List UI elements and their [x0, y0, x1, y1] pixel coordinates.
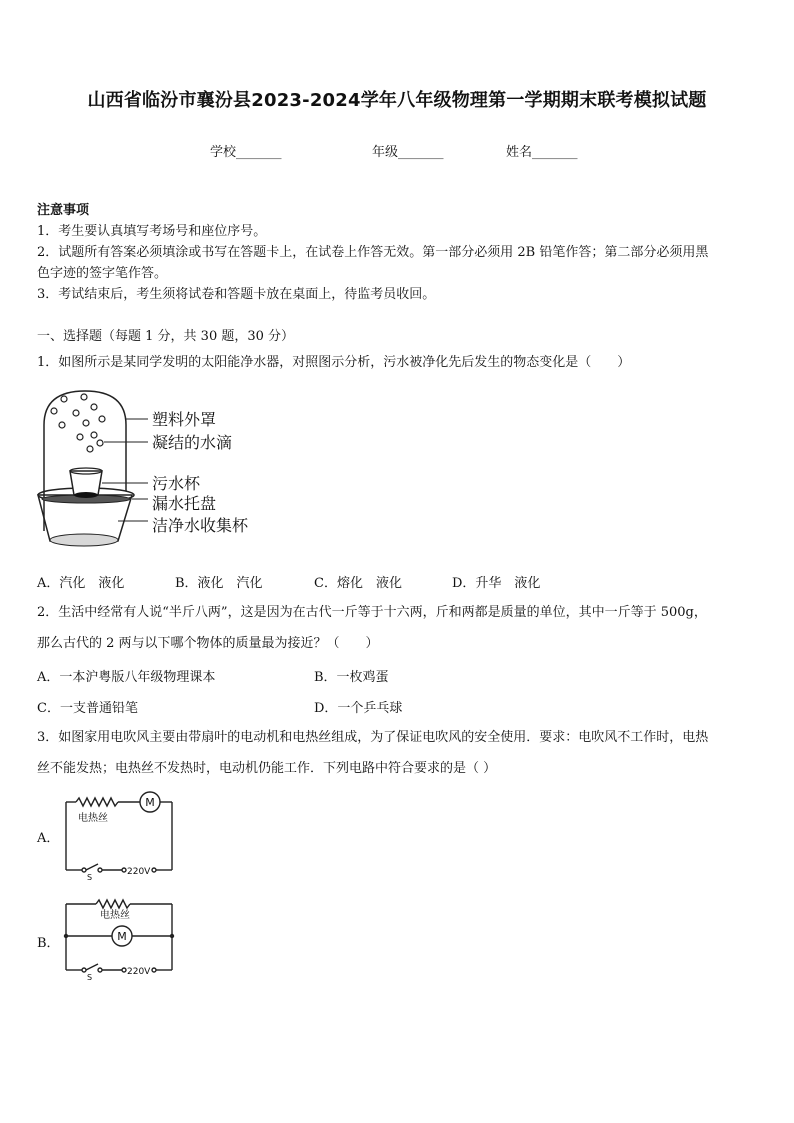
switch-label: S — [87, 873, 93, 880]
circuit-a-diagram — [60, 790, 180, 880]
notice-heading: 注意事项 — [37, 203, 90, 218]
notice-item: 1．考生要认真填写考场号和座位序号。 — [37, 224, 267, 239]
option-b[interactable]: B．一枚鸡蛋 — [314, 670, 389, 685]
option-a[interactable]: A． — [37, 831, 60, 846]
heater-label: 电热丝 — [100, 910, 130, 921]
notice-item: 2．试题所有答案必须填涂或书写在答题卡上，在试卷上作答无效。第一部分必须用 2B 铅笔作答；第二部分必须用黑 — [37, 245, 709, 260]
figure-label: 洁净水收集杯 — [152, 516, 249, 535]
motor-label: M — [117, 930, 127, 943]
option-d[interactable]: D．一个乒乓球 — [314, 701, 403, 716]
question-3-line: 3．如图家用电吹风主要由带扇叶的电动机和电热丝组成，为了保证电吹风的安全使用．要求：电吹风不工作时，电热 — [37, 730, 709, 745]
figure-label: 漏水托盘 — [152, 494, 217, 513]
figure-label: 塑料外罩 — [152, 410, 217, 429]
option-a[interactable]: A．汽化 液化 — [37, 576, 125, 591]
heater-label: 电热丝 — [78, 813, 108, 824]
option-c[interactable]: C．一支普通铅笔 — [37, 701, 138, 716]
source-label: 220V — [127, 967, 151, 977]
question-2-line: 那么古代的 2 两与以下哪个物体的质量最为接近？（ ） — [37, 636, 379, 651]
notice-item: 3．考试结束后，考生须将试卷和答题卡放在桌面上，待监考员收回。 — [37, 287, 436, 302]
motor-label: M — [145, 796, 155, 809]
question-2-line: 2．生活中经常有人说“半斤八两”，这是因为在古代一斤等于十六两，斤和两都是质量的单位，其中一斤等于 500g， — [37, 605, 707, 620]
name-field: 姓名_______ — [506, 145, 578, 160]
circuit-b-diagram — [60, 896, 180, 980]
question-3-line: 丝不能发热；电热丝不发热时，电动机仍能工作．下列电路中符合要求的是（ ） — [37, 761, 497, 776]
figure-label: 污水杯 — [152, 474, 201, 493]
grade-field: 年级_______ — [372, 145, 444, 160]
school-field: 学校_______ — [210, 145, 282, 160]
option-b[interactable]: B．液化 汽化 — [175, 576, 263, 591]
solar-purifier-figure — [34, 383, 274, 553]
option-a[interactable]: A．一本沪粤版八年级物理课本 — [37, 670, 216, 685]
option-c[interactable]: C．熔化 液化 — [314, 576, 402, 591]
switch-label: S — [87, 973, 93, 980]
option-d[interactable]: D．升华 液化 — [452, 576, 541, 591]
notice-item: 色字迹的签字笔作答。 — [37, 266, 168, 281]
source-label: 220V — [127, 867, 151, 877]
figure-label: 凝结的水滴 — [152, 433, 233, 452]
question-1-stem: 1．如图所示是某同学发明的太阳能净水器，对照图示分析，污水被净化先后发生的物态变化是（ ） — [37, 355, 631, 370]
section-heading: 一、选择题（每题 1 分，共 30 题，30 分） — [37, 329, 295, 344]
option-b[interactable]: B． — [37, 936, 60, 951]
page-title: 山西省临汾市襄汾县2023-2024学年八年级物理第一学期期末联考模拟试题 — [87, 90, 707, 111]
